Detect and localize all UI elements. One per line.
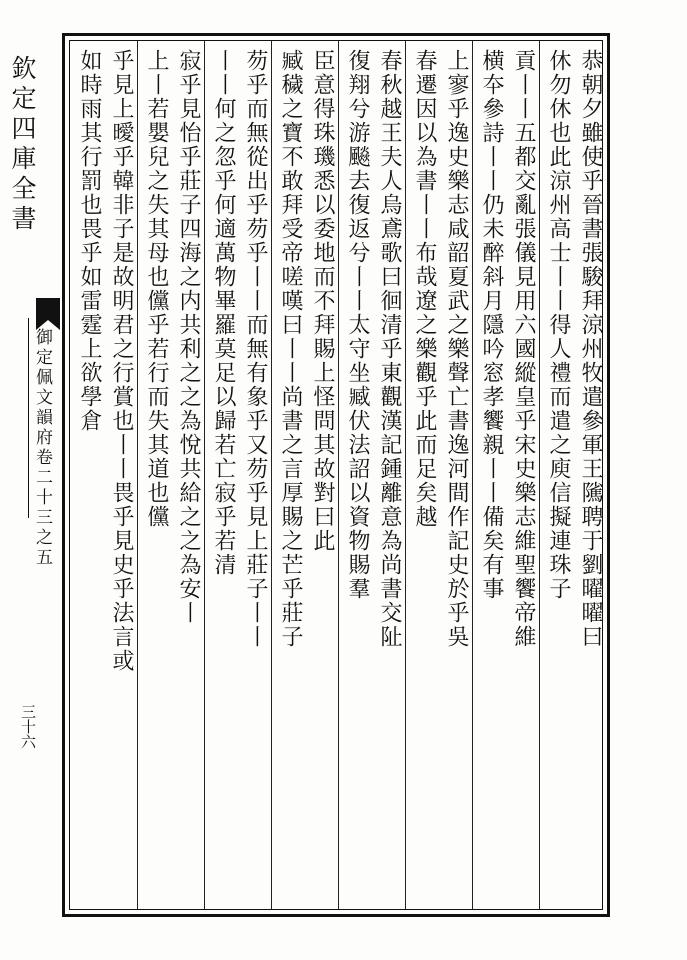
text-line: 芴乎而無從出乎芴乎丨丨而無有象乎又芴乎見上莊子丨丨 — [243, 49, 268, 649]
text-column-2a — [506, 49, 540, 901]
book-title: 欽定四庫全書 — [8, 55, 37, 235]
text-line: 寂乎見怡乎莊子四海之内共利之之為悅共給之之為安丨 — [176, 49, 201, 625]
volume-title: 御定佩文韻府卷二十三之五 — [32, 328, 52, 568]
text-column-3b — [408, 49, 440, 901]
text-column-1a — [573, 49, 607, 901]
text-line: 如時雨其行罰也畏乎如雷霆上欲學倉 — [77, 49, 102, 433]
text-line: 臣意得珠璣悉以委地而不拜賜上怪問其故對曰此 — [310, 49, 335, 553]
text-line: 春遷因以為書丨丨布哉遼之樂觀乎此而足矣越 — [412, 49, 437, 529]
text-column-5b — [274, 49, 306, 901]
text-frame-inner — [69, 40, 603, 910]
text-line: 丨丨何之忽乎何適萬物畢羅莫足以歸若亡寂乎若清 — [211, 49, 236, 577]
text-column-5a — [305, 49, 339, 901]
text-column-7a — [171, 49, 205, 901]
text-frame — [62, 33, 610, 917]
text-column-8b — [73, 49, 105, 901]
text-line: 貢丨丨五都交亂張儀見用六國縱皇乎宋史樂志維聖饗帝維 — [511, 49, 536, 649]
text-line: 復翔兮游飈去復返兮丨丨太守坐臧伏法詔以資物賜羣 — [345, 49, 370, 601]
text-line: 春秋越王夫人烏鳶歌曰徊清乎東觀漢記鍾離意為尚書交阯 — [377, 49, 402, 649]
fish-tail-mark — [36, 298, 60, 320]
text-line: 上寥乎逸史樂志咸韶夏武之樂聲亡書逸河間作記史於乎吳 — [444, 49, 469, 649]
text-column-7b — [140, 49, 172, 901]
text-column-6b — [207, 49, 239, 901]
text-column-8a — [104, 49, 138, 901]
text-column-2b — [475, 49, 507, 901]
text-column-6a — [238, 49, 272, 901]
text-column-1b — [542, 49, 574, 901]
text-line: 臧穢之寶不敢拜受帝嗟嘆曰丨丨尚書之言厚賜之芒乎莊子 — [278, 49, 303, 649]
text-line: 乎見上曖乎韓非子是故明君之行賞也丨丨畏乎見史乎法言或 — [109, 49, 134, 673]
text-line: 休勿休也此涼州高士丨丨得人禮而遣之庾信擬連珠子 — [546, 49, 571, 601]
text-column-3a — [439, 49, 473, 901]
text-line: 恭朝夕雖使乎晉書張駿拜涼州牧遣參軍王隲聘于劉曜曜曰 — [578, 49, 603, 649]
text-line: 横夲參詩丨丨仍未醉斜月隱吟窓孝饗親丨丨備矣有事 — [479, 49, 504, 601]
page-number: 三十六 — [19, 704, 37, 749]
text-column-4b — [341, 49, 373, 901]
text-column-4a — [372, 49, 406, 901]
text-line: 上丨若嬰兒之失其母也儻乎若行而失其道也儻 — [144, 49, 169, 529]
